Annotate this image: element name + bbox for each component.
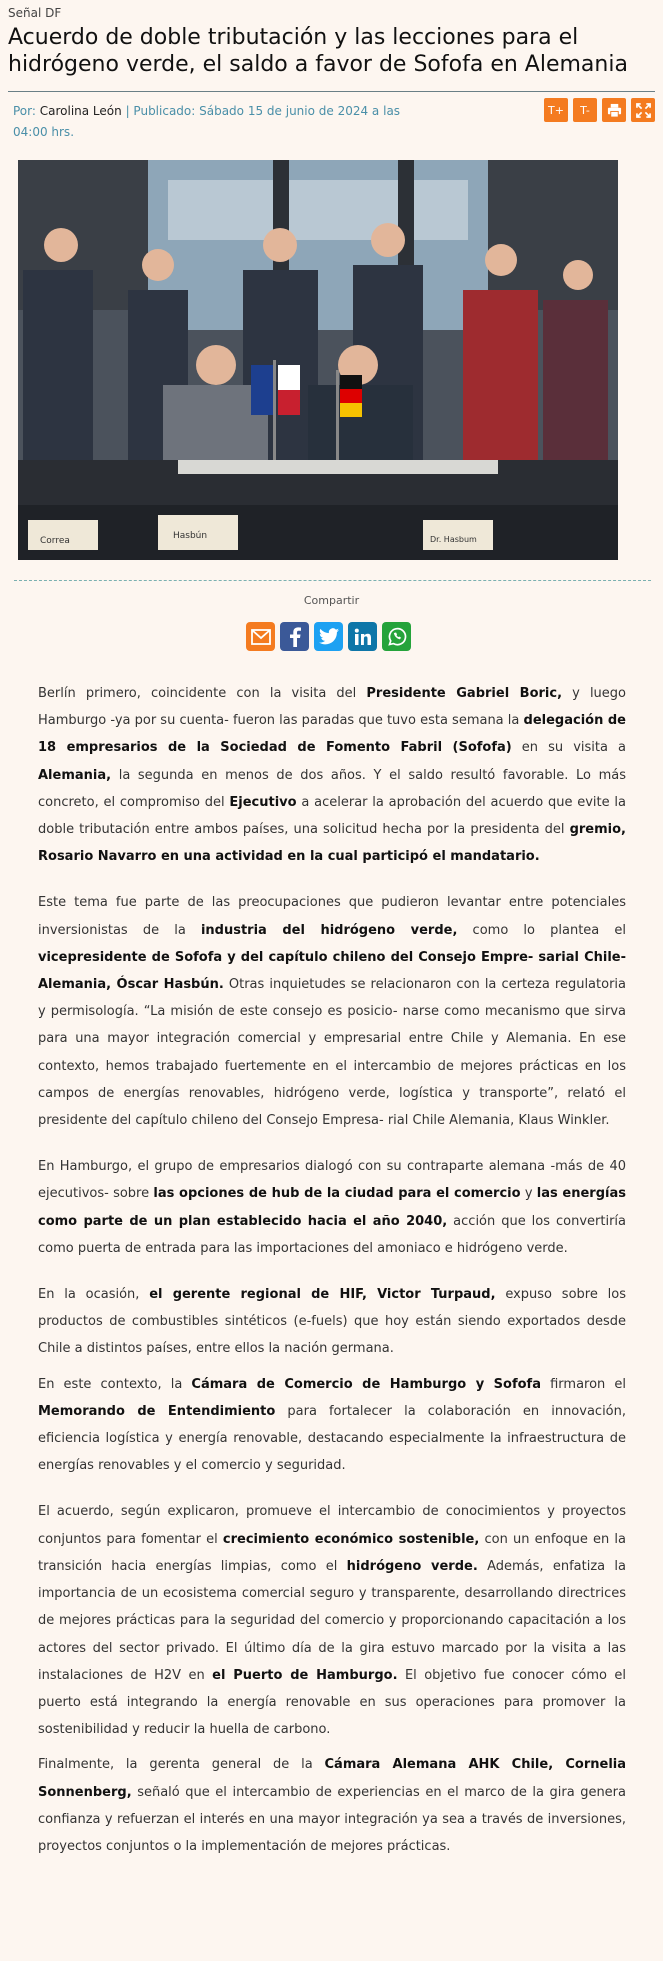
signing-ceremony-image (18, 160, 618, 560)
bold-text: crecimiento económico sostenible, (222, 1531, 480, 1547)
author-link[interactable]: Carolina León (39, 104, 122, 118)
share-email-button[interactable] (246, 622, 275, 651)
text-run: para fortalecer la colaboración en innovación, eficiencia logística y energía renovable, destacando especialmente la infraestructura de energías renovables y el comercio y seguridad. (38, 1403, 626, 1474)
text-run: señaló que el intercambio de experiencias en el marco de la gira genera confianza y refuerzan el interés en una mayor integración ya sea a través de inversiones, proyectos conjuntos o la implementación de mejores prácticas. (38, 1784, 626, 1854)
text-run: Otras inquietudes se relacionaron con la certeza regulatoria y permisología. “La misión de este consejo es posicio- narse como mecanismo que sirva para una mayor integración comercial y empresarial entre Chile y Alemania. En ese contexto, hemos trabajado fuertemente en el intercambio de mejores prácticas en los campos de energías renovables, hidrógeno verde, logística y transporte”, relató el presidente del capítulo chileno del Consejo Empresa- rial Chile Alemania, Klaus Winkler. (38, 977, 626, 1129)
bold-text: Cámara de Comercio de Hamburgo y Sofofa (191, 1376, 541, 1392)
fullscreen-button[interactable] (631, 98, 655, 122)
bold-text: las opciones de hub de la ciudad para el comercio (153, 1186, 521, 1202)
whatsapp-icon (387, 627, 407, 647)
text-run: y (520, 1186, 537, 1202)
article-body (38, 680, 626, 1879)
bold-text: Presidente Gabriel Boric, (366, 686, 563, 701)
text-run: Además, enfatiza la importancia de un ecosistema comercial seguro y transparente, desarrollando directrices de mejores prácticas para la seguridad del comercio y proporcionando capacitación a los actores del sector privado. El último día de la gira estuvo marcado por la visita a las instalaciones de H2V en (38, 1558, 626, 1683)
text-run: con un enfoque en la transición hacia energías limpias, como el (38, 1531, 627, 1574)
bold-text: delegación de 18 empresarios de la Sociedad de Fomento Fabril (Sofofa) (38, 713, 626, 756)
expand-icon (636, 103, 651, 118)
text-run: expuso sobre los productos de combustibles sintéticos (e-fuels) que hoy están siendo exportados desde Chile a distintos países, entre ellos la nación germana. (38, 1287, 626, 1357)
text-run: En Hamburgo, el grupo de empresarios dialogó con su contraparte alemana -más de 40 ejecutivos- sobre (38, 1159, 626, 1202)
paragraph (38, 680, 626, 870)
article-tools (544, 98, 655, 122)
bold-text: industria del hidrógeno verde, (200, 922, 458, 938)
bold-text: vicepresidente de Sofofa y del capítulo chileno del Consejo Empre- sarial Chile-Alemania, Óscar Hasbún. (38, 949, 626, 993)
share-label: Compartir (303, 594, 360, 607)
bold-text: gremio, Rosario Navarro en una actividad en la cual participó el mandatario. (38, 822, 626, 865)
article-photo (18, 160, 618, 560)
nameplate-hasbun: Hasbún (173, 531, 208, 541)
text-run: y luego Hamburgo -ya por su cuenta- fueron las paradas que tuvo esta semana la (38, 686, 626, 729)
share-facebook-button[interactable] (280, 622, 309, 651)
text-run: como lo plantea el (457, 922, 627, 938)
print-icon (607, 103, 622, 118)
share-whatsapp-button[interactable] (382, 622, 411, 651)
title-divider (8, 91, 655, 92)
bold-text: el Puerto de Hamburgo. (212, 1667, 398, 1683)
text-run: En este contexto, la (38, 1376, 192, 1392)
text-run: en su visita a (511, 740, 627, 756)
font-increase-button[interactable]: T+ (544, 98, 568, 122)
bold-text: hidrógeno verde. (346, 1558, 478, 1574)
font-decrease-button[interactable]: T- (573, 98, 597, 122)
text-run: Este tema fue parte de las preocupaciones que pudieron levantar entre potenciales inversionistas de la (38, 895, 626, 938)
share-buttons (246, 622, 411, 651)
nameplate-correa: Correa (40, 536, 70, 546)
twitter-icon (319, 628, 339, 645)
print-button[interactable] (602, 98, 626, 122)
email-icon (251, 629, 271, 645)
published-date: | Publicado: Sábado 15 de junio de 2024 a las 04:00 hrs. (13, 104, 401, 139)
linkedin-icon (354, 628, 372, 646)
paragraph (38, 1751, 626, 1860)
bold-text: Ejecutivo (229, 794, 297, 810)
bold-text: Cámara Alemana AHK Chile, Cornelia Sonnenberg, (38, 1757, 627, 1800)
nameplate-third: Dr. Hasbum (430, 535, 477, 544)
text-run: En la ocasión, (38, 1287, 150, 1303)
text-run: Berlín primero, coincidente con la visita del (38, 686, 367, 701)
facebook-icon (288, 627, 302, 647)
bold-text: Memorando de Entendimiento (38, 1403, 276, 1419)
text-run: El objetivo fue conocer cómo el puerto está integrando la energía renovable en sus operaciones para promover la sostenibilidad y reducir la huella de carbono. (38, 1667, 627, 1738)
paragraph (38, 1153, 626, 1262)
share-twitter-button[interactable] (314, 622, 343, 651)
share-divider (14, 580, 651, 581)
text-run: Finalmente, la gerenta general de la (38, 1757, 325, 1773)
byline (13, 101, 423, 143)
paragraph (38, 1371, 626, 1480)
bold-text: las energías como parte de un plan establecido hacia el año 2040, (38, 1186, 626, 1229)
bold-text: Alemania, (38, 767, 112, 783)
paragraph (38, 1281, 626, 1363)
share-linkedin-button[interactable] (348, 622, 377, 651)
text-run: firmaron el (541, 1376, 627, 1392)
paragraph (38, 1498, 626, 1743)
text-run: a acelerar la aprobación del acuerdo que evite la doble tributación entre ambos países, una solicitud hecha por la presidenta del (38, 794, 627, 838)
paragraph (38, 889, 626, 1134)
bold-text: el gerente regional de HIF, Victor Turpaud, (149, 1287, 496, 1303)
page-title: Acuerdo de doble tributación y las lecciones para el hidrógeno verde, el saldo a favor de Sofofa en Alemania (8, 25, 628, 77)
source-label: Señal DF (8, 6, 62, 20)
text-run: acción que los convertiría como puerta de entrada para las importaciones del amoniaco e hidrógeno verde. (38, 1213, 626, 1256)
by-label: Por: (13, 104, 36, 118)
text-run: El acuerdo, según explicaron, promueve el intercambio de conocimientos y proyectos conjuntos para fomentar el (38, 1504, 626, 1547)
text-run: la segunda en menos de dos años. Y el saldo resultó favorable. Lo más concreto, el compromiso del (38, 767, 626, 810)
